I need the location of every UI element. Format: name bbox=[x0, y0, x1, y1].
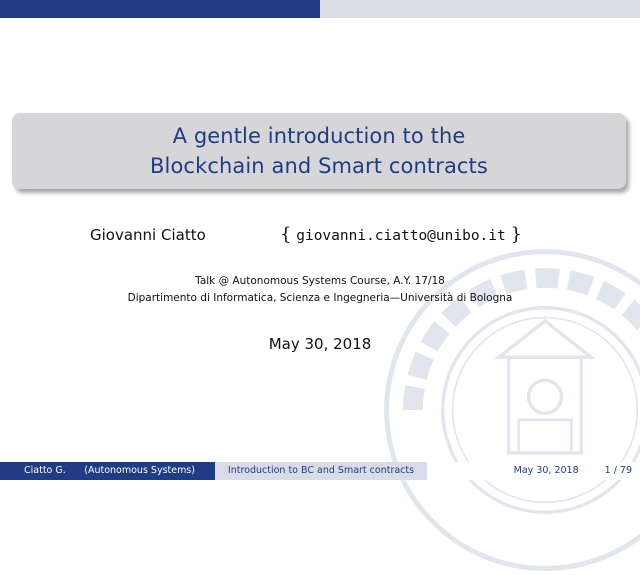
title-block bbox=[12, 113, 626, 189]
institute-line-1: Talk @ Autonomous Systems Course, A.Y. 17/18 bbox=[195, 275, 445, 287]
email-address[interactable]: giovanni.ciatto@unibo.it bbox=[296, 228, 506, 244]
institute-block bbox=[0, 273, 640, 307]
title-line-1: A gentle introduction to the bbox=[172, 124, 466, 148]
footer-author-name: Ciatto G. bbox=[24, 465, 66, 476]
footer-course: (Autonomous Systems) bbox=[84, 465, 195, 476]
title-line-2: Blockchain and Smart contracts bbox=[150, 154, 488, 178]
institute-line-2: Dipartimento di Informatica, Scienza e Ingegneria—Università di Bologna bbox=[127, 292, 513, 304]
brace-open: { bbox=[280, 224, 292, 245]
header-bar bbox=[0, 0, 640, 18]
footer-author[interactable] bbox=[0, 462, 215, 480]
brace-close: } bbox=[510, 224, 522, 245]
author-name: Giovanni Ciatto bbox=[90, 226, 206, 244]
header-bar-left bbox=[0, 0, 320, 18]
footer-page-number: 1 / 79 bbox=[604, 465, 632, 476]
footer-date-page bbox=[427, 462, 640, 480]
footer-bar bbox=[0, 462, 640, 480]
header-bar-right bbox=[320, 0, 640, 18]
presentation-date: May 30, 2018 bbox=[268, 335, 372, 353]
author-email bbox=[280, 224, 522, 245]
footer-date: May 30, 2018 bbox=[513, 465, 579, 476]
footer-title[interactable]: Introduction to BC and Smart contracts bbox=[215, 462, 427, 480]
